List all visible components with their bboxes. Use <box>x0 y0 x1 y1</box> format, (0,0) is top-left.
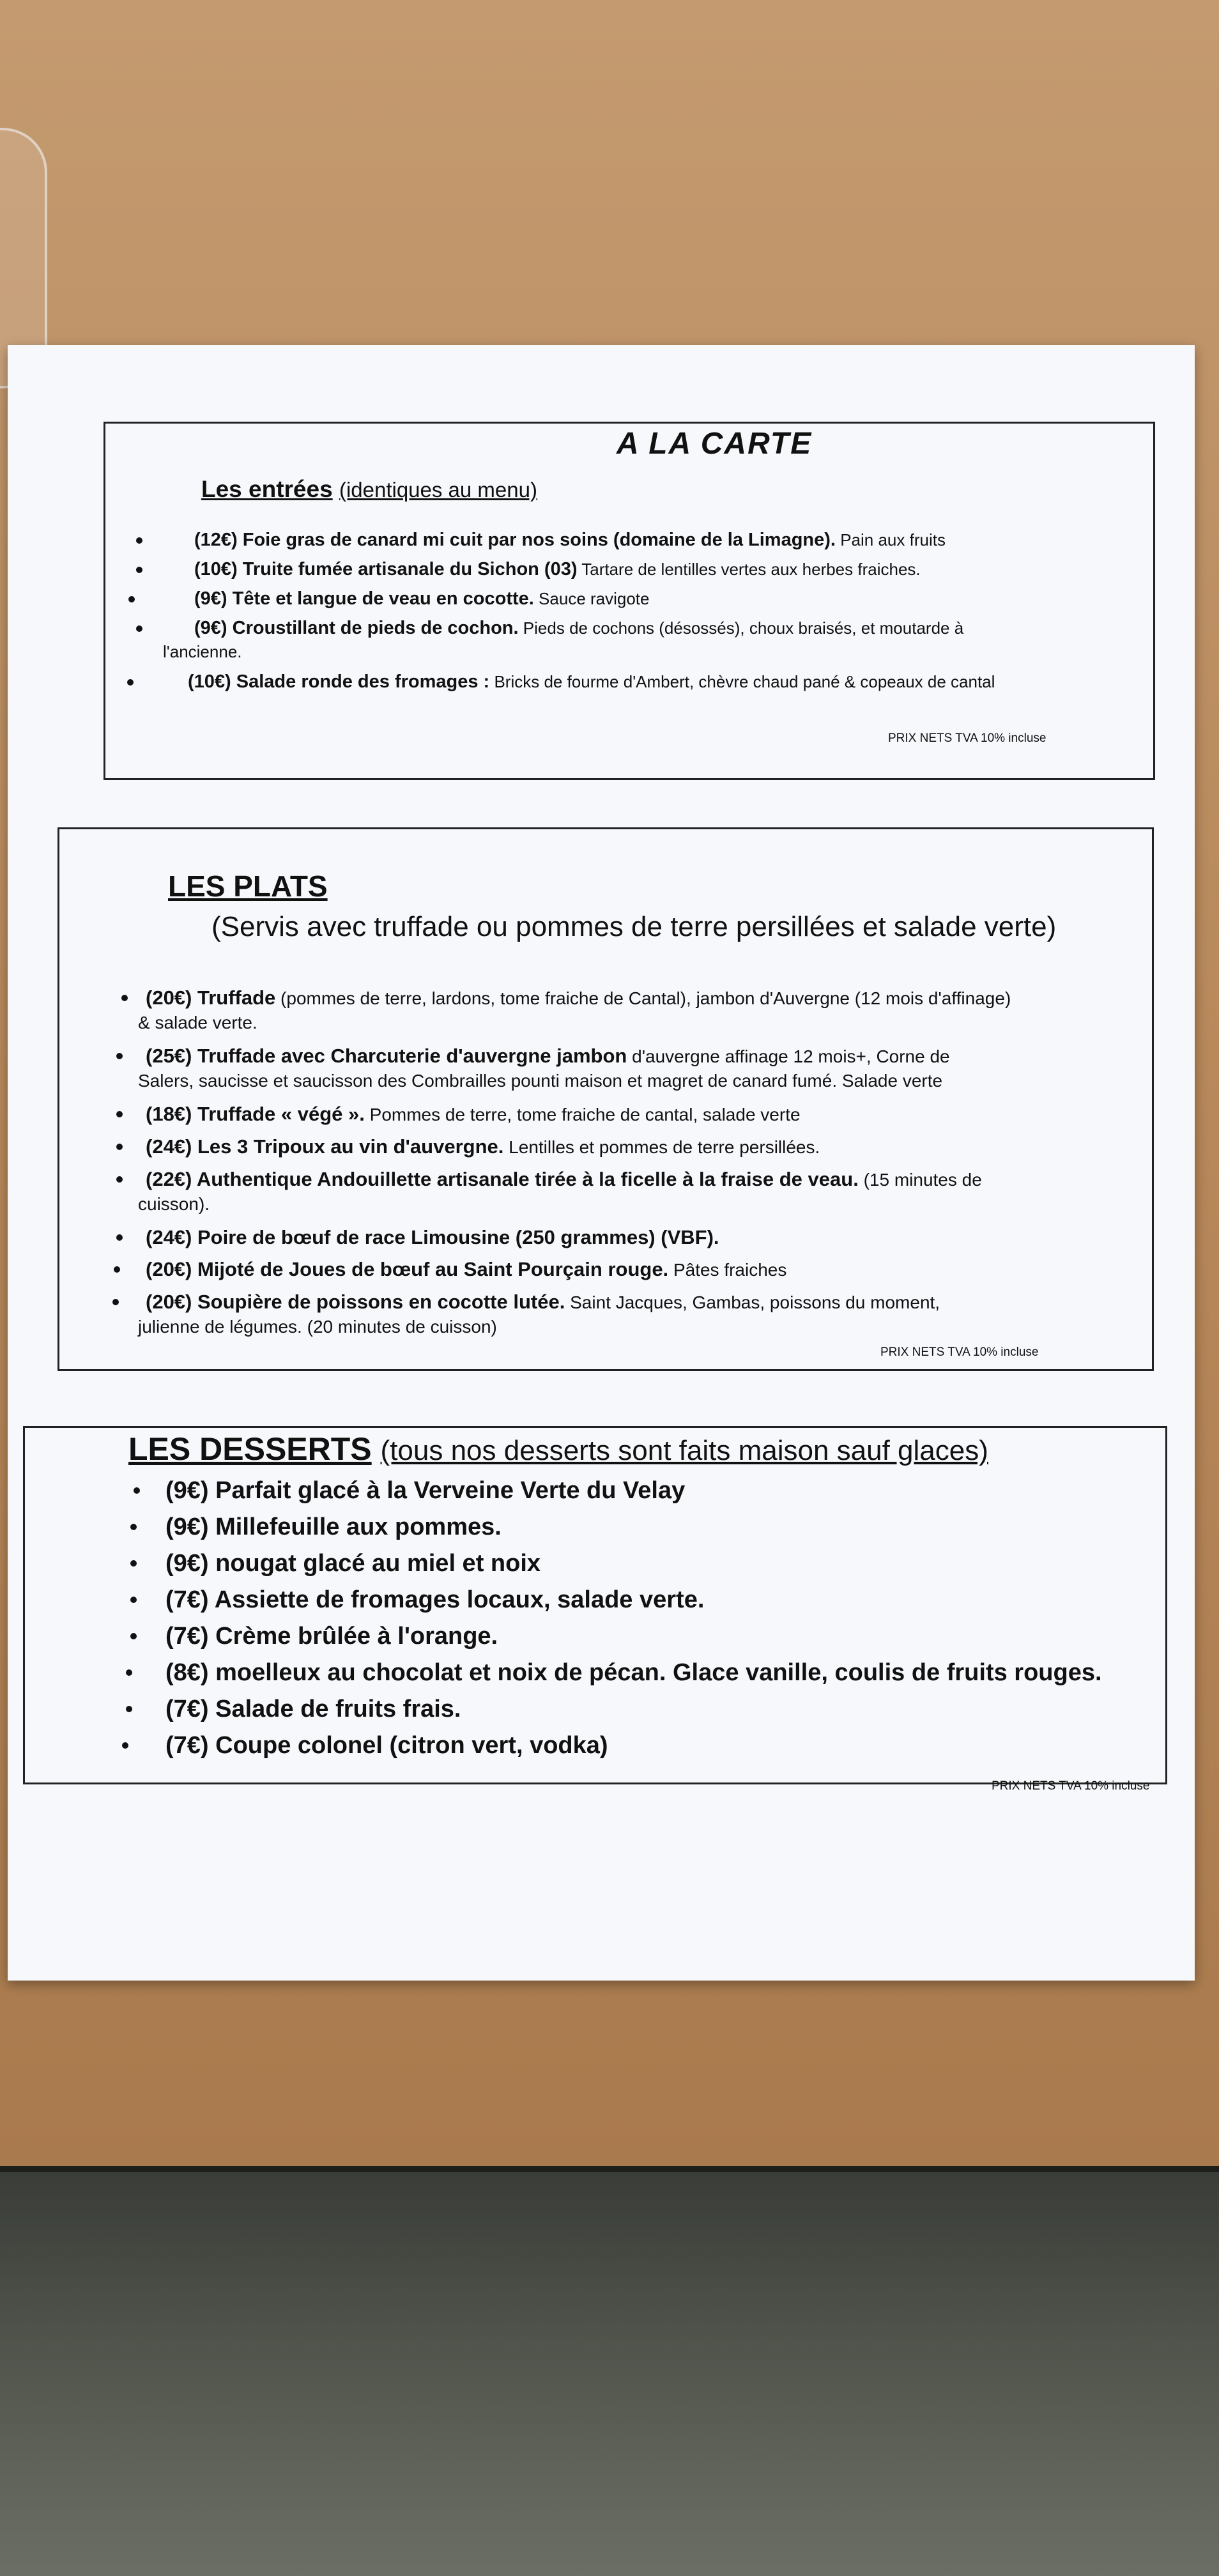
menu-item <box>146 1135 1011 1159</box>
item-description: Saint Jacques, Gambas, poissons du moment, <box>565 1292 940 1312</box>
menu-item <box>165 1622 1102 1650</box>
menu-item <box>138 1167 1011 1217</box>
menu-item <box>165 1695 1102 1723</box>
entrees-list <box>163 529 995 700</box>
menu-item <box>165 1586 1102 1614</box>
item-description-continued: & salade verte. <box>138 1013 257 1032</box>
item-description-continued: julienne de légumes. (20 minutes de cuisson) <box>138 1317 497 1337</box>
bullet-icon <box>112 1299 119 1305</box>
desserts-title: LES DESSERTS <box>128 1431 372 1467</box>
bullet-icon <box>130 1597 137 1603</box>
item-name: (9€) Tête et langue de veau en cocotte. <box>194 588 534 609</box>
item-description: Pommes de terre, tome fraiche de cantal, salade verte <box>364 1105 801 1124</box>
menu-sheet <box>8 345 1195 1981</box>
item-description-continued: l'ancienne. <box>163 642 242 661</box>
bullet-icon <box>130 1560 137 1567</box>
item-description: (pommes de terre, lardons, tome fraiche de Cantal), jambon d'Auvergne (12 mois d'affinage) <box>275 988 1011 1008</box>
menu-item <box>163 588 995 610</box>
plats-title: LES PLATS <box>168 870 328 903</box>
item-name: (9€) Millefeuille aux pommes. <box>165 1514 502 1540</box>
menu-item <box>146 1102 1011 1126</box>
item-name: (10€) Truite fumée artisanale du Sichon (03) <box>194 559 578 579</box>
plats-price-note: PRIX NETS TVA 10% incluse <box>880 1346 1039 1359</box>
desserts-heading <box>128 1430 988 1468</box>
item-description: (15 minutes de <box>858 1170 982 1190</box>
menu-item <box>165 1476 1102 1505</box>
menu-item <box>163 529 995 551</box>
item-description: Lentilles et pommes de terre persillées. <box>503 1137 820 1157</box>
item-description: Pieds de cochons (désossés), choux braisés, et moutarde à <box>518 618 964 638</box>
bullet-icon <box>126 1706 132 1712</box>
item-description: d'auvergne affinage 12 mois+, Corne de <box>627 1046 950 1066</box>
menu-item <box>146 1225 1011 1249</box>
menu-item <box>163 617 995 664</box>
entrees-section <box>103 422 1155 780</box>
item-description: Pain aux fruits <box>835 530 946 549</box>
bullet-icon <box>114 1266 120 1273</box>
desserts-subtitle: (tous nos desserts sont faits maison sauf glaces) <box>380 1435 988 1466</box>
desserts-price-note: PRIX NETS TVA 10% incluse <box>992 1779 1150 1793</box>
desserts-section <box>23 1426 1167 1784</box>
menu-item <box>163 671 995 693</box>
item-description-continued: Salers, saucisse et saucisson des Combrailles pounti maison et magret de canard fumé. Salade verte <box>138 1071 943 1091</box>
menu-item <box>165 1731 1102 1759</box>
item-name: (9€) Parfait glacé à la Verveine Verte du Velay <box>165 1477 686 1504</box>
item-name: (12€) Foie gras de canard mi cuit par nos soins (domaine de la Limagne). <box>194 530 836 550</box>
menu-item <box>165 1659 1102 1687</box>
bullet-icon <box>127 679 134 686</box>
bullet-icon <box>116 1111 123 1117</box>
item-name: (7€) Assiette de fromages locaux, salade verte. <box>165 1586 705 1613</box>
item-name: (22€) Authentique Andouillette artisanale tirée à la ficelle à la fraise de veau. <box>146 1168 859 1190</box>
menu-item <box>146 1257 1011 1282</box>
bullet-icon <box>126 1669 132 1676</box>
item-name: (20€) Soupière de poissons en cocotte lutée. <box>146 1291 565 1313</box>
menu-title: A LA CARTE <box>617 427 813 461</box>
bullet-icon <box>116 1176 123 1183</box>
bullet-icon <box>130 1633 137 1639</box>
entrees-heading <box>201 476 537 503</box>
item-name: (7€) Salade de fruits frais. <box>165 1696 461 1722</box>
menu-item <box>165 1549 1102 1577</box>
entrees-price-note: PRIX NETS TVA 10% incluse <box>888 732 1046 745</box>
item-name: (9€) Croustillant de pieds de cochon. <box>194 618 519 638</box>
floor-background <box>0 2172 1219 2576</box>
bullet-icon <box>116 1144 123 1150</box>
plats-heading <box>168 869 328 903</box>
bullet-icon <box>122 1742 128 1749</box>
bullet-icon <box>134 1487 140 1494</box>
desserts-list <box>165 1476 1102 1768</box>
menu-item <box>138 986 1011 1036</box>
plats-subtitle: (Servis avec truffade ou pommes de terre persillées et salade verte) <box>211 911 1057 942</box>
item-name: (9€) nougat glacé au miel et noix <box>165 1550 541 1577</box>
entrees-subtitle: (identiques au menu) <box>339 478 537 502</box>
item-description: Bricks de fourme d'Ambert, chèvre chaud pané & copeaux de cantal <box>489 672 995 691</box>
item-name: (25€) Truffade avec Charcuterie d'auvergne jambon <box>146 1045 627 1067</box>
bullet-icon <box>130 1524 137 1530</box>
menu-item <box>165 1513 1102 1541</box>
item-description: Tartare de lentilles vertes aux herbes fraiches. <box>577 560 921 579</box>
item-name: (8€) moelleux au chocolat et noix de pécan. Glace vanille, coulis de fruits rouges. <box>165 1659 1102 1686</box>
plats-section <box>57 827 1154 1371</box>
item-name: (20€) Truffade <box>146 986 276 1009</box>
menu-item <box>138 1290 1011 1340</box>
bullet-icon <box>121 995 128 1001</box>
item-name: (7€) Crème brûlée à l'orange. <box>165 1623 498 1650</box>
plats-list <box>138 986 1011 1348</box>
item-name: (10€) Salade ronde des fromages : <box>188 671 490 692</box>
item-description-continued: cuisson). <box>138 1194 210 1214</box>
bullet-icon <box>116 1234 123 1241</box>
item-name: (24€) Les 3 Tripoux au vin d'auvergne. <box>146 1135 504 1158</box>
bullet-icon <box>136 625 142 632</box>
menu-item <box>138 1044 1011 1094</box>
item-name: (7€) Coupe colonel (citron vert, vodka) <box>165 1732 608 1759</box>
item-name: (18€) Truffade « végé ». <box>146 1103 365 1125</box>
bullet-icon <box>136 567 142 573</box>
item-name: (24€) Poire de bœuf de race Limousine (250 grammes) (VBF). <box>146 1226 719 1248</box>
bullet-icon <box>136 537 142 544</box>
item-description: Pâtes fraiches <box>668 1260 787 1280</box>
item-name: (20€) Mijoté de Joues de bœuf au Saint Pourçain rouge. <box>146 1258 669 1280</box>
entrees-title: Les entrées <box>201 476 333 502</box>
menu-item <box>163 558 995 581</box>
bullet-icon <box>128 596 135 602</box>
bullet-icon <box>116 1053 123 1059</box>
item-description: Sauce ravigote <box>533 589 650 608</box>
